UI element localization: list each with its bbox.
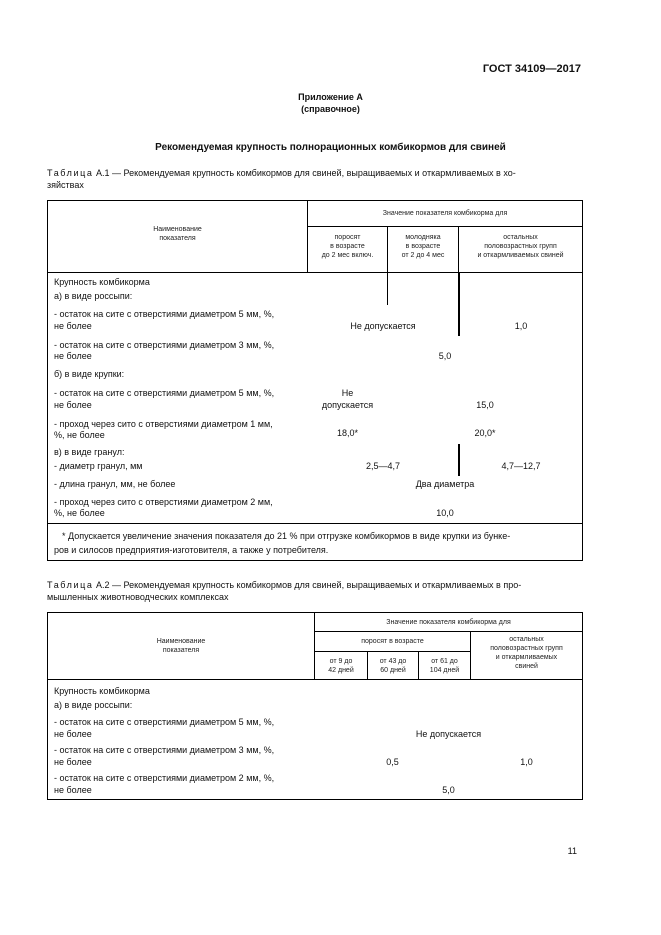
table1-caption <box>47 167 585 191</box>
table1-footnote <box>54 529 511 557</box>
header-text: в возрасте <box>405 243 441 250</box>
table1-row-label: а) в виде россыпи: <box>54 291 133 301</box>
header-text: в возрасте <box>330 243 365 250</box>
header-text: от 61 до <box>431 658 458 665</box>
header-text: и откармливаемых свиней <box>477 252 564 259</box>
table1-row-label: - длина гранул, мм, не более <box>54 479 176 489</box>
header-text: половозрастных групп <box>490 645 563 652</box>
table2-caption-label: Таблица <box>47 580 94 590</box>
table1-row-label: - диаметр гранул, мм <box>54 461 143 471</box>
header-text: 104 дней <box>429 667 460 674</box>
table1-row-label: - остаток на сите с отверстиями диаметром 3 мм, %, <box>54 340 275 350</box>
table1-caption-text: А.1 — Рекомендуемая крупность комбикормов для свиней, выращиваемых и откармливаемых в хо- <box>93 168 516 178</box>
header-text: до 2 мес включ. <box>321 252 374 259</box>
table2-row-label: - остаток на сите с отверстиями диаметром 5 мм, %, <box>54 717 275 727</box>
table1-header-col3 <box>459 233 582 260</box>
table1-row-label: б) в виде крупки: <box>54 369 125 379</box>
table2-header-rule <box>48 679 582 680</box>
page-number: 11 <box>567 846 577 856</box>
header-text: свиней <box>515 663 538 670</box>
table1-row-label: - проход через сито с отверстиями диаметром 2 мм, <box>54 497 273 507</box>
table2-divider <box>315 631 582 632</box>
header-text: от 43 до <box>379 658 407 665</box>
header-text: остальных <box>509 636 544 643</box>
table1-header-name <box>48 225 307 243</box>
table1-divider <box>458 444 460 476</box>
table2-caption-text: А.2 — Рекомендуемая крупность комбикормов для свиней, выращиваемых и откармливаемых в про- <box>93 580 522 590</box>
header-text: от 2 до 4 мес <box>401 252 445 259</box>
table1-divider <box>308 226 582 227</box>
table1-row-label: не более <box>54 400 92 410</box>
table1-value: 20,0* <box>474 428 496 438</box>
table1-row-label: - остаток на сите с отверстиями диаметром 5 мм, %, <box>54 309 275 319</box>
section-heading: Рекомендуемая крупность полнорационных комбикормов для свиней <box>155 142 506 153</box>
table1-value: Не <box>341 388 354 398</box>
table1-row-label: %, не более <box>54 430 105 440</box>
table1-row-label: - остаток на сите с отверстиями диаметром 5 мм, %, <box>54 388 275 398</box>
table2 <box>47 612 583 800</box>
annex-title: Приложение А <box>298 92 363 102</box>
header-text: показателя <box>159 235 196 242</box>
table1-row-label: - проход через сито с отверстиями диаметром 1 мм, <box>54 419 273 429</box>
table2-row-label: - остаток на сите с отверстиями диаметром 2 мм, %, <box>54 773 275 783</box>
table1-value: Два диаметра <box>415 479 475 489</box>
table1-value: 4,7—12,7 <box>501 461 541 471</box>
table2-header-group: Значение показателя комбикорма для <box>386 619 511 626</box>
header-text: показателя <box>162 647 200 654</box>
document-code: ГОСТ 34109—2017 <box>482 63 581 75</box>
table2-row-label: не более <box>54 785 92 795</box>
table1-footnote-rule <box>48 523 582 524</box>
table1-row-label: %, не более <box>54 508 105 518</box>
table1-row-label: не более <box>54 321 92 331</box>
table1-row-label: в) в виде гранул: <box>54 447 125 457</box>
header-text: Наименование <box>156 638 206 645</box>
footnote-text: * Допускается увеличение значения показателя до 21 % при отгрузке комбикормов в виде крупки из бунке- <box>62 531 511 541</box>
table2-value: 0,5 <box>386 757 399 767</box>
table2-header-piglets: поросят в возрасте <box>361 638 424 645</box>
table1-value: 10,0 <box>436 508 454 518</box>
table2-caption <box>47 579 585 603</box>
header-text: остальных <box>503 234 538 241</box>
annex-subtitle: (справочное) <box>301 104 360 114</box>
table2-row-label: не более <box>54 757 92 767</box>
table1-value: 15,0 <box>476 400 494 410</box>
table1-value: 2,5—4,7 <box>365 461 401 471</box>
table1-header-rule <box>48 272 582 273</box>
header-text: поросят <box>334 234 361 241</box>
table2-caption-line2: мышленных животноводческих комплексах <box>47 592 229 602</box>
header-text: Наименование <box>153 226 202 233</box>
table2-header-col4 <box>471 635 582 671</box>
table1-value: 5,0 <box>438 351 452 361</box>
table2-header-name <box>48 637 314 655</box>
table1-caption-label: Таблица <box>47 168 94 178</box>
header-text: от 9 до <box>329 658 353 665</box>
table2-row-label: а) в виде россыпи: <box>54 700 133 710</box>
table2-row-label: не более <box>54 729 92 739</box>
table1-value: 18,0* <box>336 428 359 438</box>
table1-value: 1,0 <box>514 321 528 331</box>
header-text: 60 дней <box>380 667 406 674</box>
table2-row-label: Крупность комбикорма <box>54 686 150 696</box>
header-text: и откармливаемых <box>495 654 558 661</box>
table2-divider <box>315 651 470 652</box>
table1-value: допускается <box>321 400 374 410</box>
table1-header-col1 <box>308 233 387 260</box>
table2-header-col2 <box>368 657 418 675</box>
table2-value: Не допускается <box>415 729 482 739</box>
table1-header-group: Значение показателя комбикорма для <box>382 210 508 217</box>
header-text: 42 дней <box>328 667 354 674</box>
table2-row-label: - остаток на сите с отверстиями диаметром 3 мм, %, <box>54 745 275 755</box>
table1-row-label: не более <box>54 351 92 361</box>
table1 <box>47 200 583 561</box>
table1-row-label: Крупность комбикорма <box>54 277 150 287</box>
table2-header-col3 <box>419 657 470 675</box>
table2-value: 1,0 <box>520 757 533 767</box>
table1-value: Не допускается <box>350 321 416 331</box>
header-text: молодняка <box>405 234 441 241</box>
table2-header-col1 <box>315 657 367 675</box>
table2-value: 5,0 <box>442 785 455 795</box>
table1-caption-line2: зяйствах <box>47 180 84 190</box>
table1-divider <box>387 273 388 305</box>
footnote-text: ров и силосов предприятия-изготовителя, а также у потребителя. <box>54 545 329 555</box>
table1-header-col2 <box>388 233 458 260</box>
header-text: половозрастных групп <box>484 243 557 250</box>
